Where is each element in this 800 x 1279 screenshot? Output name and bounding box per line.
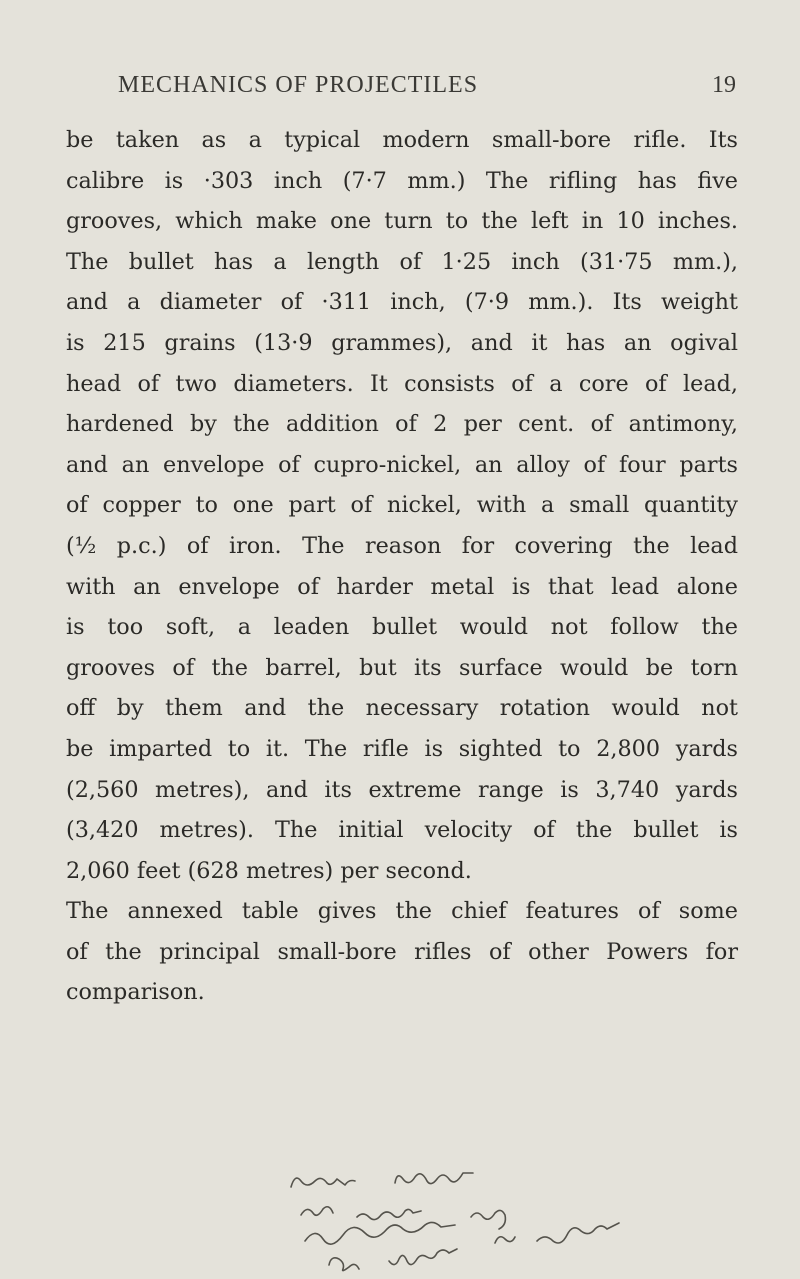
page-header	[118, 72, 736, 106]
text-line: The bullet has a length of 1·25 inch (31·75 mm.),	[66, 248, 738, 275]
text-line: grooves, which make one turn to the left in 10 inches.	[66, 208, 738, 235]
page-number: 19	[712, 72, 736, 98]
handwriting-scribble-icon	[285, 1165, 685, 1275]
text-line: is too soft, a leaden bullet would not follow the	[66, 614, 738, 641]
text-line: calibre is ·303 inch (7·7 mm.) The rifling has five	[66, 167, 738, 194]
running-title: MECHANICS OF PROJECTILES	[118, 72, 479, 98]
text-line: 2,060 feet (628 metres) per second.	[66, 857, 472, 884]
text-line: and a diameter of ·311 inch, (7·9 mm.). Its weight	[66, 289, 738, 316]
text-line: of copper to one part of nickel, with a small quantity	[66, 492, 738, 519]
text-line: (3,420 metres). The initial velocity of the bullet is	[66, 817, 738, 844]
text-line: comparison.	[66, 979, 205, 1006]
handwritten-annotation	[285, 1165, 685, 1275]
text-line: hardened by the addition of 2 per cent. of antimony,	[66, 411, 738, 438]
text-line: head of two diameters. It consists of a core of lead,	[66, 370, 738, 397]
text-line: (½ p.c.) of iron. The reason for covering the lead	[66, 532, 738, 559]
body-paragraphs	[66, 120, 738, 1013]
text-line: (2,560 metres), and its extreme range is 3,740 yards	[66, 776, 738, 803]
text-line: off by them and the necessary rotation would not	[66, 695, 738, 722]
text-line: is 215 grains (13·9 grammes), and it has an ogival	[66, 329, 738, 356]
text-line: be taken as a typical modern small-bore rifle. Its	[66, 127, 738, 153]
text-line: and an envelope of cupro-nickel, an alloy of four parts	[66, 451, 738, 478]
text-line: The annexed table gives the chief features of some	[66, 898, 738, 925]
text-line: be imparted to it. The rifle is sighted to 2,800 yards	[66, 735, 738, 762]
text-line: grooves of the barrel, but its surface would be torn	[66, 654, 738, 681]
text-line: of the principal small-bore rifles of other Powers for	[66, 938, 738, 965]
text-line: with an envelope of harder metal is that lead alone	[66, 573, 738, 600]
